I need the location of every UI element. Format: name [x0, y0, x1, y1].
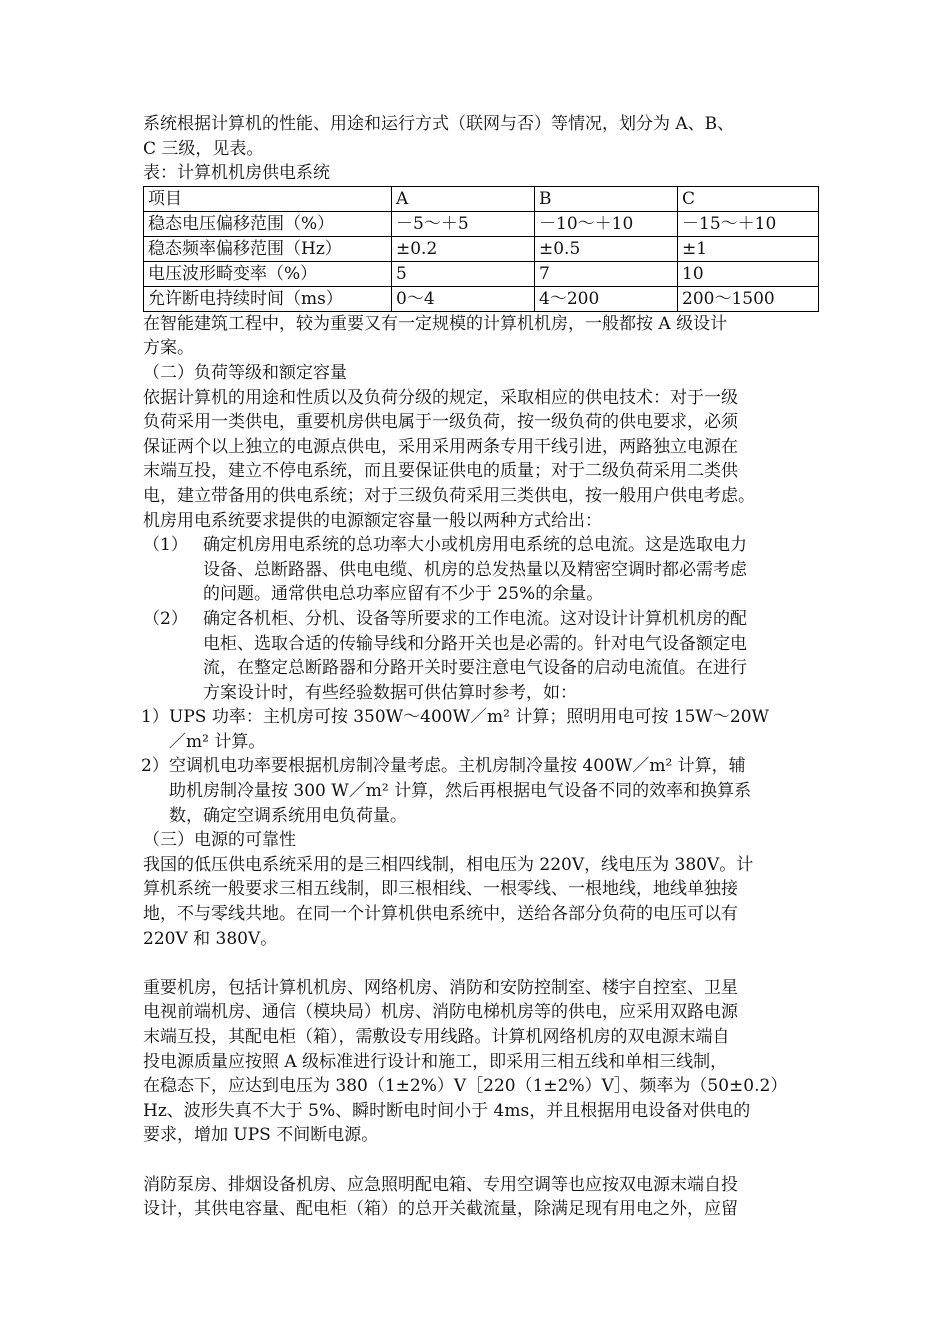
numbered-item [143, 533, 815, 607]
item-line: 的问题。通常供电总功率应留有不少于 25%的余量。 [203, 584, 604, 605]
sub-item-line: ／m² 计算。 [169, 731, 266, 752]
sub-item-number: 2） [141, 756, 169, 777]
body-line: 电，建立带备用的供电系统；对于三级负荷采用三类供电，按一般用户供电考虑。 [143, 485, 755, 506]
body-line: 电视前端机房、通信（模块局）机房、消防电梯机房等的供电，应采用双路电源 [143, 1002, 738, 1023]
item-line: 电柜、选取合适的传输导线和分路开关也是必需的。针对电气设备额定电 [203, 633, 747, 654]
table-cell: －10～＋10 [535, 211, 678, 236]
table-header-cell: A [392, 186, 535, 211]
body-line: 消防泵房、排烟设备机房、应急照明配电箱、专用空调等也应按双电源末端自投 [143, 1174, 738, 1195]
table-row [144, 211, 819, 236]
table-cell: 7 [535, 261, 678, 286]
table-header-cell: B [535, 186, 678, 211]
body-line: 要求，增加 UPS 不间断电源。 [143, 1125, 379, 1146]
table-cell: 稳态电压偏移范围（%） [144, 211, 392, 236]
table-row [144, 236, 819, 261]
item-number: （2） [143, 608, 188, 629]
document-page [143, 112, 815, 1222]
power-supply-table [143, 186, 819, 312]
table-cell: －5～＋5 [392, 211, 535, 236]
table-cell: ±0.5 [535, 236, 678, 261]
table-cell: 10 [678, 261, 819, 286]
table-header-cell: 项目 [144, 186, 392, 211]
table-cell: 4～200 [535, 286, 678, 311]
sub-item [141, 754, 815, 828]
item-line: 设备、总断路器、供电电缆、机房的总发热量以及精密空调时都必需考虑 [203, 559, 747, 580]
intro-line: C 三级，见表。 [143, 138, 264, 159]
section-heading: （二）负荷等级和额定容量 [143, 362, 347, 383]
body-line: 负荷采用一类供电，重要机房供电属于一级负荷，按一级负荷的供电要求，必须 [143, 412, 738, 433]
body-line: 我国的低压供电系统采用的是三相四线制，相电压为 220V，线电压为 380V。计 [143, 854, 754, 875]
table-cell: －15～＋10 [678, 211, 819, 236]
body-line: 末端互投，建立不停电系统，而且要保证供电的质量；对于二级负荷采用二类供 [143, 461, 738, 482]
table-caption: 表：计算机机房供电系统 [143, 163, 330, 184]
body-line: 重要机房，包括计算机机房、网络机房、消防和安防控制室、楼宇自控室、卫星 [143, 977, 738, 998]
table-cell: ±0.2 [392, 236, 535, 261]
numbered-item [143, 607, 815, 705]
item-line: 流，在整定总断路器和分路开关时要注意电气设备的启动电流值。在进行 [203, 658, 747, 679]
item-line: 方案设计时，有些经验数据可供估算时参考，如： [203, 682, 577, 703]
table-cell: 200～1500 [678, 286, 819, 311]
sub-item [141, 705, 815, 754]
paragraph-spacer [143, 951, 815, 976]
table-cell: 0～4 [392, 286, 535, 311]
table-cell: 电压波形畸变率（%） [144, 261, 392, 286]
body-line: 设计，其供电容量、配电柜（箱）的总开关截流量，除满足现有用电之外，应留 [143, 1199, 738, 1220]
body-line: 末端互投，其配电柜（箱），需敷设专用线路。计算机网络机房的双电源末端自 [143, 1027, 730, 1047]
table-row [144, 261, 819, 286]
paragraph-spacer [143, 1148, 815, 1173]
table-row [144, 286, 819, 311]
body-line: 依据计算机的用途和性质以及负荷分级的规定，采取相应的供电技术：对于一级 [143, 387, 738, 408]
intro-line: 系统根据计算机的性能、用途和运行方式（联网与否）等情况，划分为 A、B、 [143, 114, 735, 134]
section-heading: （三）电源的可靠性 [143, 830, 296, 851]
sub-item-line: 空调机电功率要根据机房制冷量考虑。主机房制冷量按 400W／m² 计算，辅 [169, 756, 746, 777]
body-line: 投电源质量应按照 A 级标准进行设计和施工，即采用三相五线和单相三线制， [143, 1051, 728, 1072]
sub-item-line: 助机房制冷量按 300 W／m² 计算，然后再根据电气设备不同的效率和换算系 [169, 781, 752, 802]
item-number: （1） [143, 535, 188, 556]
table-cell: 5 [392, 261, 535, 286]
sub-item-line: 数，确定空调系统用电负荷量。 [169, 805, 407, 826]
body-line: 在智能建筑工程中，较为重要又有一定规模的计算机机房，一般都按 A 级设计 [143, 313, 728, 334]
table-cell: 稳态频率偏移范围（Hz） [144, 236, 392, 261]
sub-item-number: 1） [141, 707, 169, 728]
sub-item-line: UPS 功率：主机房可按 350W～400W／m² 计算；照明用电可按 15W～20W [169, 707, 770, 728]
body-line: 方案。 [143, 338, 194, 359]
body-line: 保证两个以上独立的电源点供电，采用采用两条专用干线引进，两路独立电源在 [143, 436, 738, 457]
table-cell: ±1 [678, 236, 819, 261]
table-header-row [144, 186, 819, 211]
table-header-cell: C [678, 186, 819, 211]
body-line: 220V 和 380V。 [143, 928, 278, 949]
body-line: 地，不与零线共地。在同一个计算机供电系统中，送给各部分负荷的电压可以有 [143, 904, 738, 925]
table-cell: 允许断电持续时间（ms） [144, 286, 392, 311]
item-line: 确定机房用电系统的总功率大小或机房用电系统的总电流。这是选取电力 [203, 535, 747, 556]
body-line: Hz、波形失真不大于 5%、瞬时断电时间小于 4ms，并且根据用电设备对供电的 [143, 1100, 751, 1121]
body-line: 在稳态下，应达到电压为 380（1±2%）V［220（1±2%）V］、频率为（50±0.2） [143, 1076, 788, 1097]
item-line: 确定各机柜、分机、设备等所要求的工作电流。这对设计计算机机房的配 [203, 608, 747, 629]
body-line: 机房用电系统要求提供的电源额定容量一般以两种方式给出： [143, 510, 602, 531]
body-line: 算机系统一般要求三相五线制，即三根相线、一根零线、一根地线，地线单独接 [143, 879, 738, 900]
